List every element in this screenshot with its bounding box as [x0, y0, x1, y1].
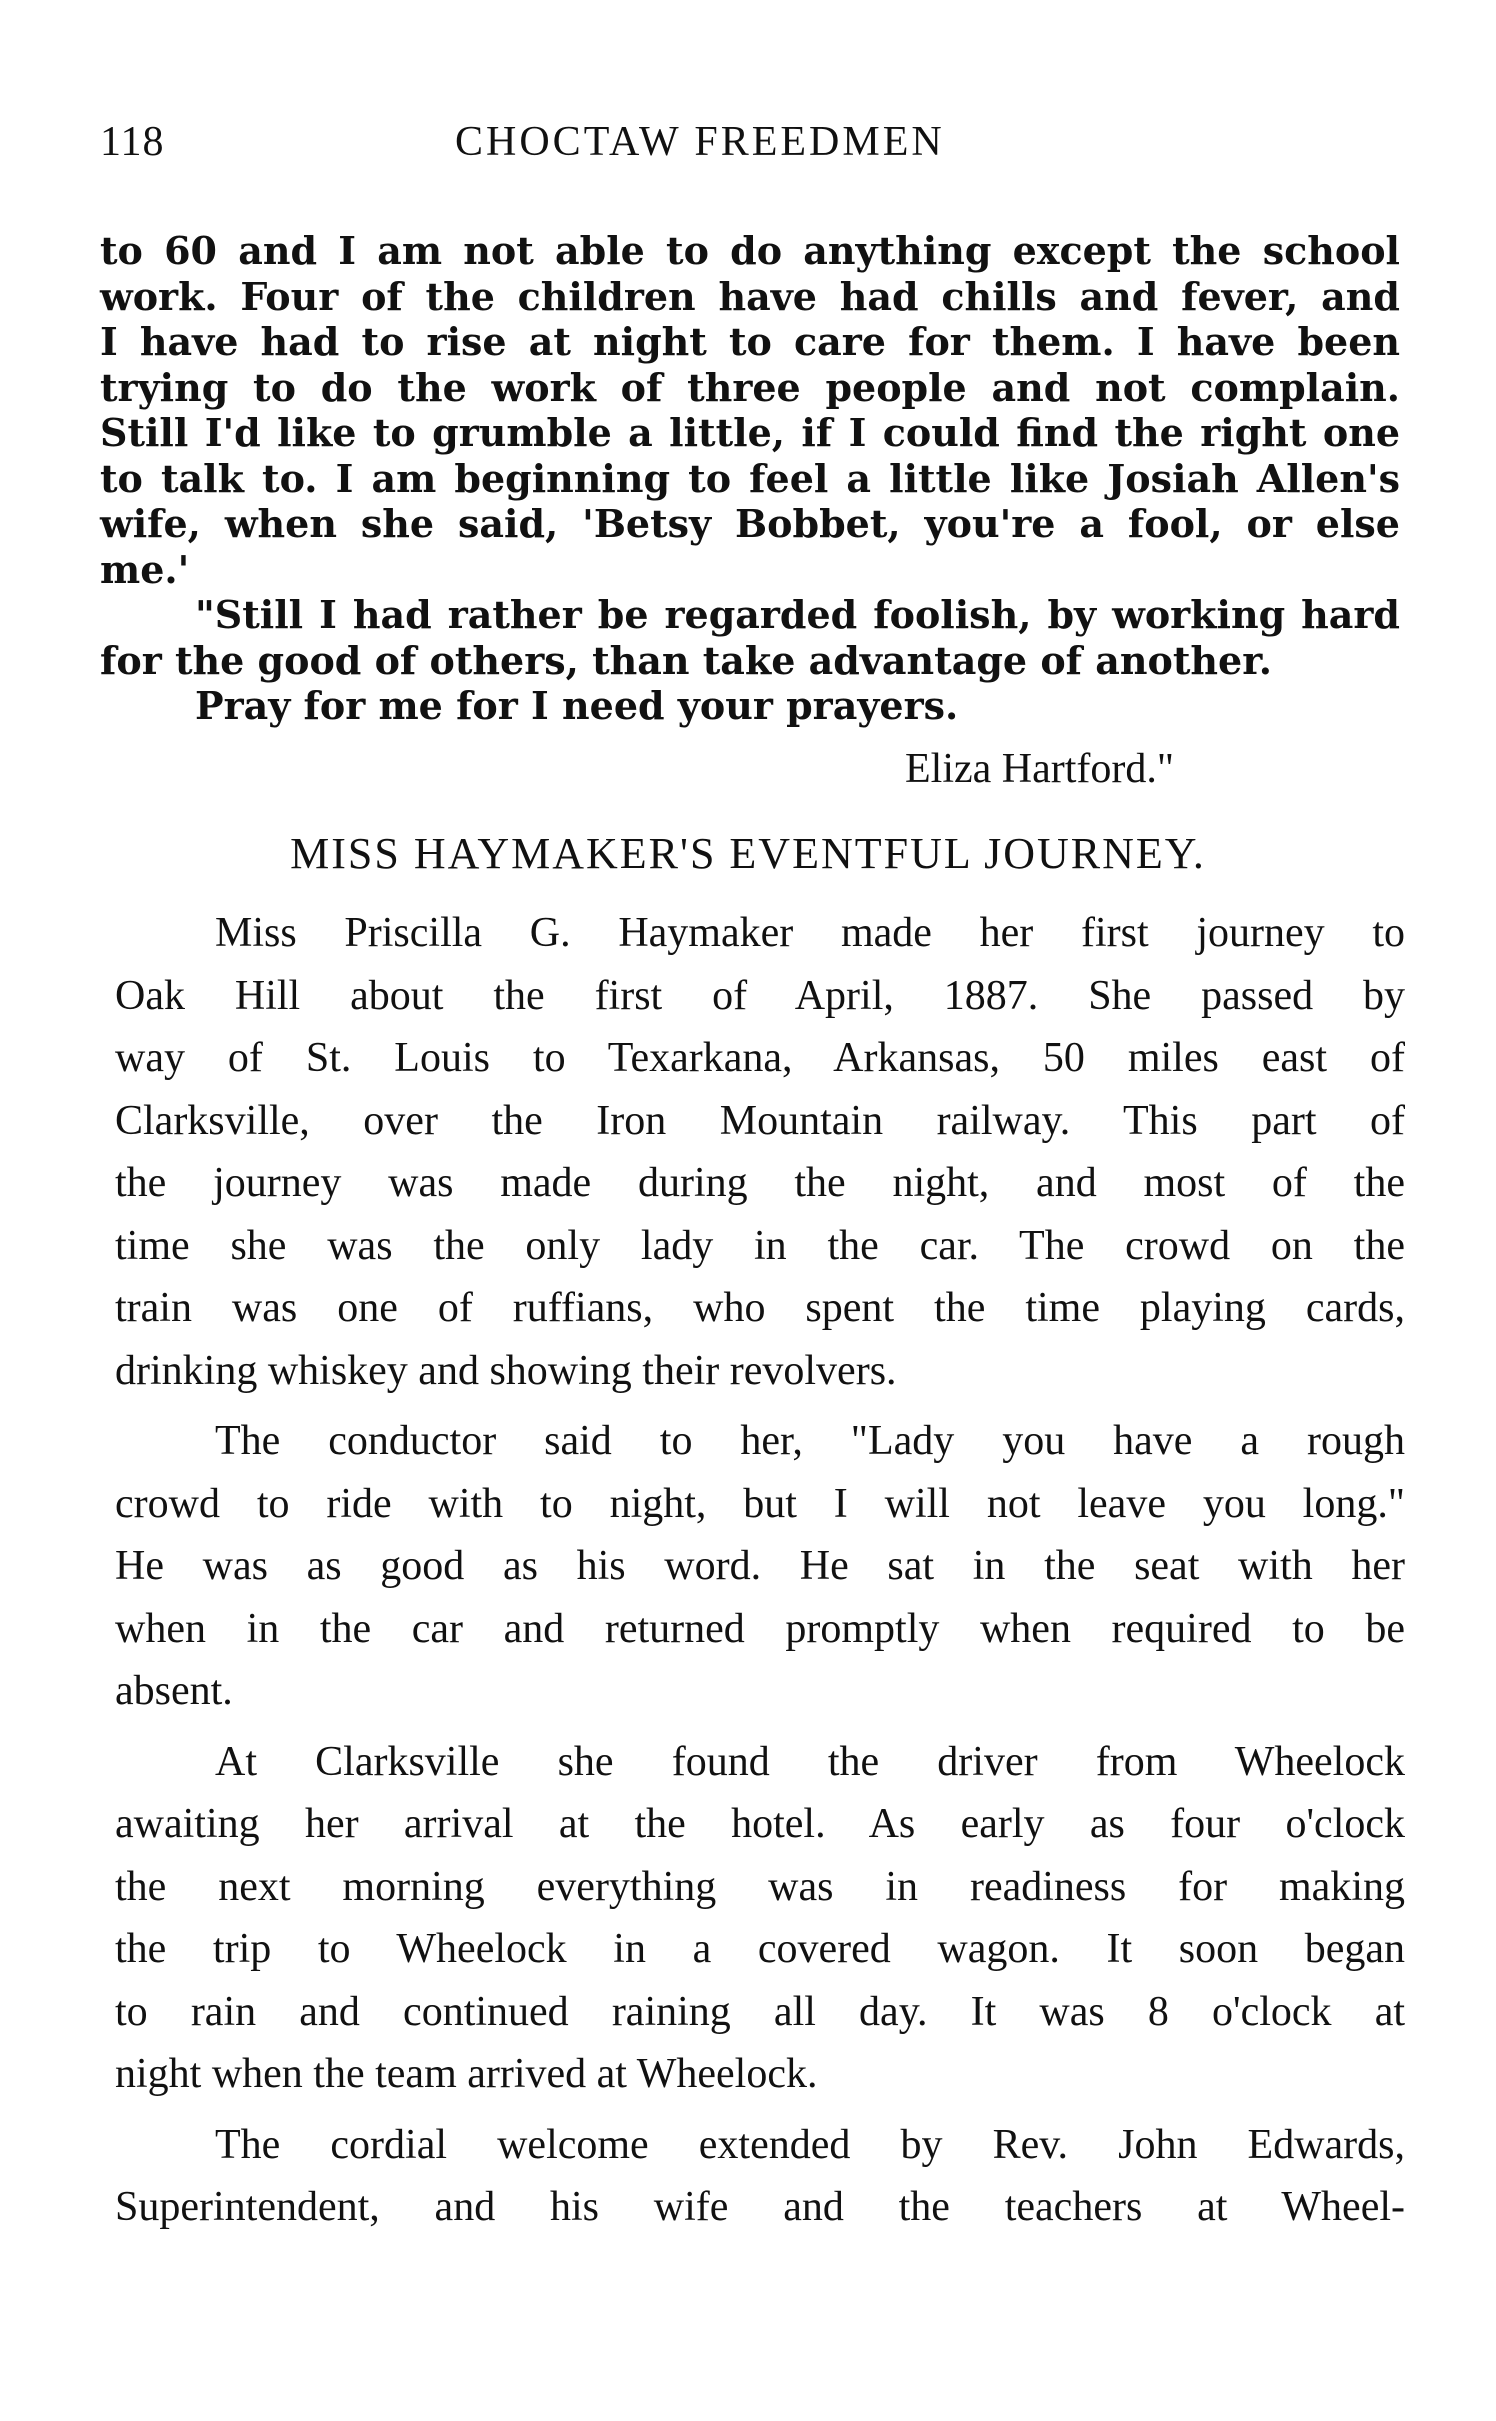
letter-line: for the good of others, than take advantage of another.	[100, 637, 1272, 683]
paragraph-line: to rain and continued raining all day. It was 8 o'clock at	[115, 1988, 1405, 2035]
paragraph-line: train was one of ruffians, who spent the time playing cards,	[115, 1285, 1405, 1331]
running-head: CHOCTAW FREEDMEN	[455, 119, 945, 165]
letter-line: "Still I had rather be regarded foolish, by working hard	[195, 592, 1400, 637]
paragraph-line: way of St. Louis to Texarkana, Arkansas, 50 miles east of	[115, 1035, 1405, 1081]
letter-line: wife, when she said, 'Betsy Bobbet, you're a fool, or else	[100, 501, 1400, 546]
paragraph-line: absent.	[115, 1668, 233, 1714]
section-heading: MISS HAYMAKER'S EVENTFUL JOURNEY.	[290, 829, 1206, 878]
letter-line: me.'	[100, 546, 190, 592]
letter-continuation	[100, 228, 1400, 729]
paragraph-line: awaiting her arrival at the hotel. As early as four o'clock	[115, 1801, 1405, 1847]
paragraph-line: when in the car and returned promptly when required to be	[115, 1605, 1405, 1652]
paragraph-gap	[115, 1402, 1405, 1410]
letter-line: to talk to. I am beginning to feel a little like Josiah Allen's	[100, 455, 1400, 501]
letter-line: trying to do the work of three people and not complain.	[100, 364, 1400, 410]
letter-line: I have had to rise at night to care for them. I have been	[100, 319, 1400, 364]
letter-line: to 60 and I am not able to do anything except the school	[100, 228, 1400, 273]
paragraph-line: Superintendent, and his wife and the teachers at Wheel-	[115, 2184, 1405, 2230]
letter-line: Pray for me for I need your prayers.	[195, 683, 959, 728]
paragraph-line: crowd to ride with to night, but I will not leave you long."	[115, 1480, 1405, 1527]
paragraph-line: The conductor said to her, "Lady you have a rough	[215, 1418, 1405, 1464]
paragraph-line: At Clarksville she found the driver from Wheelock	[215, 1738, 1405, 1785]
paragraph-line: Oak Hill about the first of April, 1887. She passed by	[115, 972, 1405, 1019]
paragraph-gap	[115, 1723, 1405, 1731]
letter-line: Still I'd like to grumble a little, if I could find the right one	[100, 410, 1400, 455]
letter-signature: Eliza Hartford."	[905, 746, 1175, 792]
paragraph-line: the next morning everything was in readiness for making	[115, 1863, 1405, 1910]
page-number: 118	[100, 119, 165, 165]
paragraph-line: the journey was made during the night, and most of the	[115, 1160, 1405, 1206]
paragraph-line: Miss Priscilla G. Haymaker made her first journey to	[215, 910, 1405, 956]
section-body	[115, 902, 1405, 2239]
paragraph-line: the trip to Wheelock in a covered wagon. It soon began	[115, 1926, 1405, 1972]
paragraph-line: The cordial welcome extended by Rev. John Edwards,	[215, 2121, 1405, 2168]
paragraph-line: He was as good as his word. He sat in the seat with her	[115, 1543, 1405, 1589]
paragraph-line: night when the team arrived at Wheelock.	[115, 2051, 818, 2097]
paragraph-line: drinking whiskey and showing their revolvers.	[115, 1347, 897, 1394]
paragraph-gap	[115, 2106, 1405, 2114]
paragraph-line: Clarksville, over the Iron Mountain railway. This part of	[115, 1097, 1405, 1144]
paragraph-line: time she was the only lady in the car. The crowd on the	[115, 1222, 1405, 1269]
page-header	[100, 118, 1400, 178]
letter-line: work. Four of the children have had chills and fever, and	[100, 273, 1400, 319]
